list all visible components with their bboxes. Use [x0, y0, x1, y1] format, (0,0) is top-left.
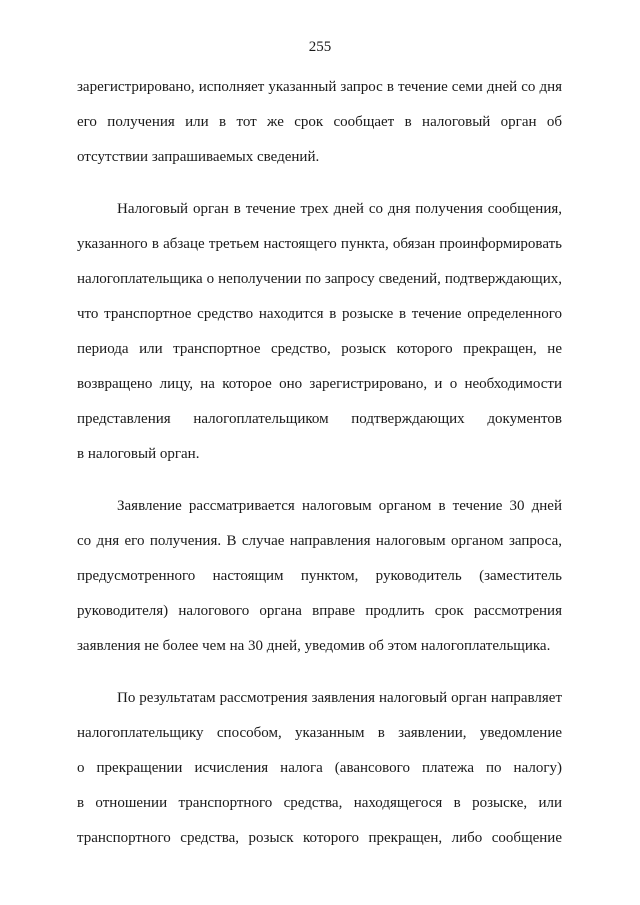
- text-line: транспортного средства, розыск которого прекращен, либо сообщение: [77, 830, 562, 846]
- text-line: Заявление рассматривается налоговым органом в течение 30 дней: [117, 498, 562, 514]
- text-line: руководителя) налогового органа вправе продлить срок рассмотрения: [77, 603, 562, 619]
- text-line: возвращено лицу, на которое оно зарегистрировано, и о необходимости: [77, 376, 562, 392]
- text-line: Налоговый орган в течение трех дней со дня получения сообщения,: [117, 201, 562, 217]
- text-line: налогоплательщику способом, указанным в заявлении, уведомление: [77, 725, 562, 741]
- text-line: По результатам рассмотрения заявления налоговый орган направляет: [117, 690, 562, 706]
- text-line: заявления не более чем на 30 дней, уведомив об этом налогоплательщика.: [77, 638, 551, 654]
- text-line: о прекращении исчисления налога (авансового платежа по налогу): [77, 760, 562, 776]
- paragraph-2: [77, 200, 562, 463]
- text-line: в отношении транспортного средства, находящегося в розыске, или: [77, 795, 562, 811]
- text-line: периода или транспортное средство, розыск которого прекращен, не: [77, 341, 562, 357]
- paragraph-1: [77, 78, 562, 166]
- paragraph-3: [77, 497, 562, 655]
- text-line: отсутствии запрашиваемых сведений.: [77, 149, 320, 165]
- document-body: [77, 78, 562, 864]
- text-line: что транспортное средство находится в розыске в течение определенного: [77, 306, 562, 322]
- text-line: со дня его получения. В случае направления налоговым органом запроса,: [77, 533, 562, 549]
- text-line: зарегистрировано, исполняет указанный запрос в течение семи дней со дня: [77, 79, 562, 95]
- text-line: указанного в абзаце третьем настоящего пункта, обязан проинформировать: [77, 236, 562, 252]
- page-number: 255: [308, 39, 332, 55]
- text-line: представления налогоплательщиком подтверждающих документов: [77, 411, 562, 427]
- text-line: предусмотренного настоящим пунктом, руководитель (заместитель: [77, 568, 562, 584]
- paragraph-4: [77, 689, 562, 847]
- text-line: его получения или в тот же срок сообщает в налоговый орган об: [77, 114, 562, 130]
- text-line: налогоплательщика о неполучении по запросу сведений, подтверждающих,: [77, 271, 562, 287]
- text-line: в налоговый орган.: [77, 446, 200, 462]
